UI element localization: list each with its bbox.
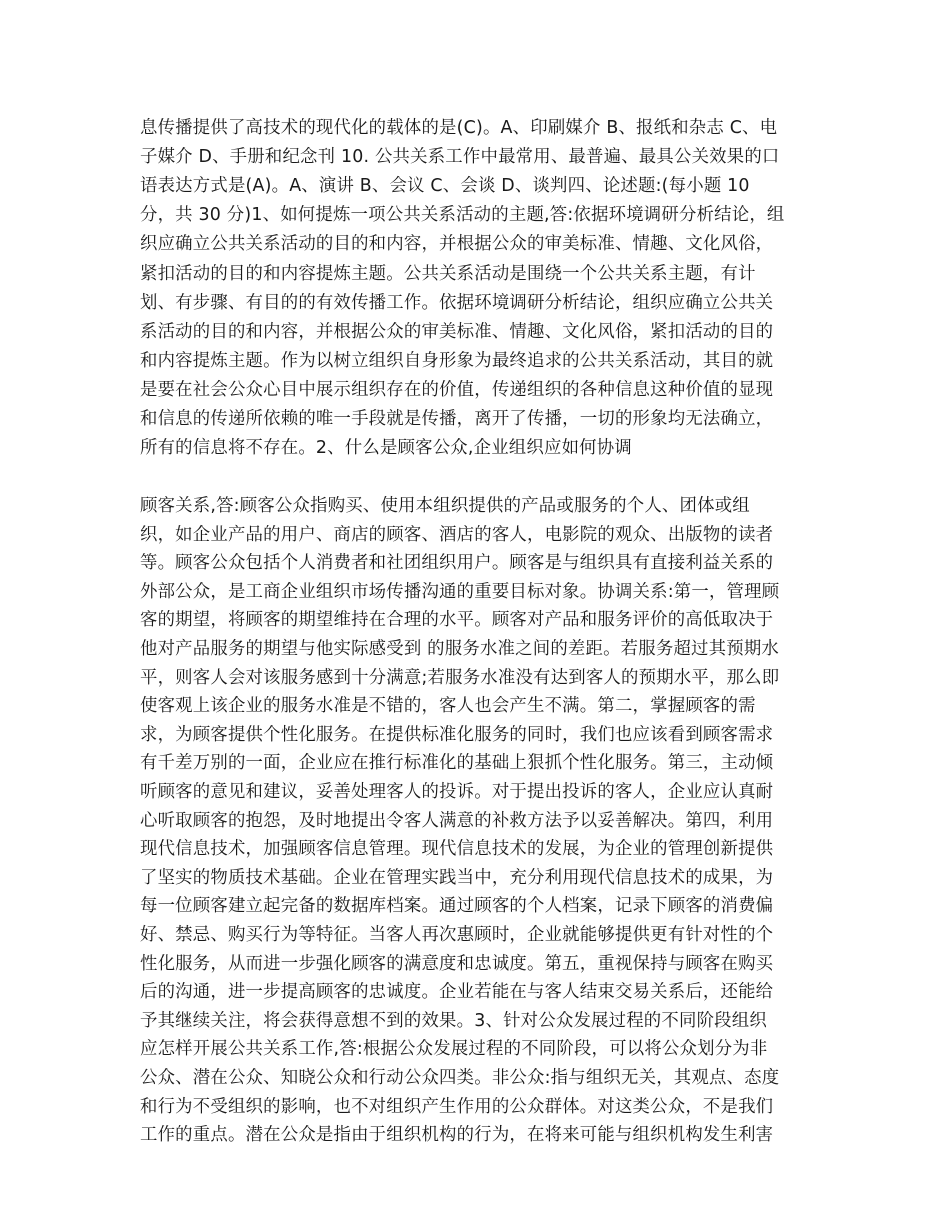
text-line: 外部公众，是工商企业组织市场传播沟通的重要目标对象。协调关系:第一，管理顾 (140, 581, 780, 602)
text-line: 听顾客的意见和建议，妥善处理客人的投诉。对于提出投诉的客人，企业应认真耐 (140, 782, 774, 802)
text-line: 平，则客人会对该服务感到十分满意;若服务水准没有达到客人的预期水平，那么即 (140, 667, 780, 688)
text-line: 予其继续关注，将会获得意想不到的效果。3、针对公众发展过程的不同阶段组织 (140, 1010, 767, 1031)
text-line: 息传播提供了高技术的现代化的载体的是(C)。A、印刷媒介 B、报纸和杂志 C、电 (140, 118, 778, 138)
text-line: 应怎样开展公共关系工作,答:根据公众发展过程的不同阶段，可以将公众划分为非 (140, 1039, 768, 1060)
text-line: 分，共 30 分)1、如何提炼一项公共关系活动的主题,答:依据环境调研分析结论，组 (140, 205, 785, 226)
text-line: 系活动的目的和内容，并根据公众的审美标准、情趣、文化风俗，紧扣活动的目的 (140, 321, 774, 342)
text-line: 公众、潜在公众、知晓公众和行动公众四类。非公众:指与组织无关，其观点、态度 (140, 1068, 780, 1088)
text-line: 和内容提炼主题。作为以树立组织自身形象为最终追求的公共关系活动，其目的就 (140, 350, 774, 371)
text-line: 后的沟通，进一步提高顾客的忠诚度。企业若能在与客人结束交易关系后，还能给 (140, 982, 774, 1003)
text-line: 工作的重点。潜在公众是指由于组织机构的行为，在将来可能与组织机构发生利害 (140, 1125, 774, 1146)
text-line: 织应确立公共关系活动的目的和内容，并根据公众的审美标准、情趣、文化风俗， (140, 234, 774, 255)
text-line: 有千差万别的一面，企业应在推行标准化的基础上狠抓个性化服务。第三，主动倾 (140, 753, 774, 774)
text-line: 织，如企业产品的用户、商店的顾客、酒店的客人，电影院的观众、出版物的读者 (140, 524, 774, 545)
text-line: 好、禁忌、购买行为等特征。当客人再次惠顾时，企业就能够提供更有针对性的个 (140, 925, 774, 945)
text-line: 现代信息技术，加强顾客信息管理。现代信息技术的发展，为企业的管理创新提供 (140, 839, 774, 860)
text-line: 他对产品服务的期望与他实际感受到 的服务水准之间的差距。若服务超过其预期水 (140, 639, 779, 659)
text-line: 所有的信息将不存在。2、什么是顾客公众,企业组织应如何协调 (140, 438, 632, 459)
text-line: 子媒介 D、手册和纪念刊 10. 公共关系工作中最常用、最普遍、最具公关效果的口 (140, 147, 780, 168)
text-line: 等。顾客公众包括个人消费者和社团组织用户。顾客是与组织具有直接利益关系的 (140, 553, 774, 574)
text-line: 是要在社会公众心目中展示组织存在的价值，传递组织的各种信息这种价值的显现 (140, 379, 774, 400)
text-line: 性化服务，从而进一步强化顾客的满意度和忠诚度。第五，重视保持与顾客在购买 (140, 953, 774, 974)
text-line: 客的期望，将顾客的期望维持在合理的水平。顾客对产品和服务评价的高低取决于 (140, 610, 774, 631)
text-line: 划、有步骤、有目的的有效传播工作。依据环境调研分析结论，组织应确立公共关 (140, 292, 774, 313)
text-line: 每一位顾客建立起完备的数据库档案。通过顾客的个人档案，记录下顾客的消费偏 (140, 896, 774, 917)
text-line: 和信息的传递所依赖的唯一手段就是传播，离开了传播，一切的形象均无法确立， (140, 409, 774, 429)
text-line: 紧扣活动的目的和内容提炼主题。公共关系活动是围绕一个公共关系主题，有计 (140, 263, 756, 284)
text-line: 和行为不受组织的影响，也不对组织产生作用的公众群体。对这类公众，不是我们 (140, 1096, 774, 1117)
text-line: 语表达方式是(A)。A、演讲 B、会议 C、会谈 D、谈判四、论述题:(每小题 10 (140, 176, 750, 197)
text-line: 顾客关系,答:顾客公众指购买、使用本组织提供的产品或服务的个人、团体或组 (140, 496, 750, 516)
text-line: 心听取顾客的抱怨，及时地提出令客人满意的补救方法予以妥善解决。第四，利用 (140, 810, 774, 831)
text-line: 使客观上该企业的服务水准是不错的，客人也会产生不满。第二，掌握顾客的需 (140, 696, 756, 717)
text-line: 求，为顾客提供个性化服务。在提供标准化服务的同时，我们也应该看到顾客需求 (140, 724, 774, 745)
text-line: 了坚实的物质技术基础。企业在管理实践当中，充分利用现代信息技术的成果，为 (140, 867, 774, 888)
